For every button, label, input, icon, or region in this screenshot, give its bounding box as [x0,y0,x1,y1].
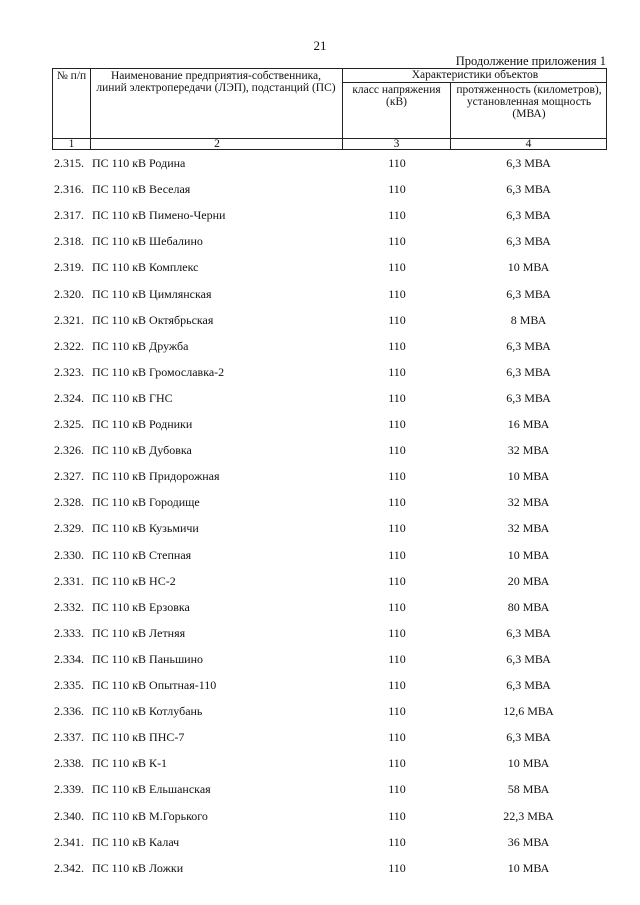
row-capacity: 6,3 МВА [506,286,551,301]
row-number: 2.318. [54,234,84,249]
row-number: 2.331. [54,573,84,588]
table-row [0,517,640,541]
row-name: ПС 110 кВ Громославка-2 [92,364,225,379]
row-name: ПС 110 кВ Городище [92,495,200,510]
table-row [0,152,640,176]
row-name: ПС 110 кВ Родники [92,417,193,431]
row-number: 2.337. [54,730,84,745]
row-name: ПС 110 кВ Шебалино [92,234,203,249]
row-number: 2.326. [54,443,84,458]
row-voltage: 110 [388,338,406,353]
row-capacity: 6,3 МВА [506,678,551,692]
table-row [0,361,640,385]
table-row [0,283,640,307]
table-header [52,68,607,150]
row-number: 2.316. [54,182,84,197]
header-num-1: 1 [68,138,75,150]
row-voltage: 110 [388,156,406,170]
row-voltage: 110 [388,208,406,223]
row-name: ПС 110 кВ Котлубань [92,704,203,719]
row-number: 2.332. [54,599,84,614]
row-name: ПС 110 кВ Кузьмичи [92,521,199,536]
row-capacity: 6,3 МВА [506,625,551,640]
row-number: 2.342. [54,860,84,875]
row-name: ПС 110 кВ Комплекс [92,260,199,275]
table-row [0,778,640,802]
continuation-note: Продолжение приложения 1 [455,54,606,68]
row-voltage: 110 [388,234,406,249]
row-voltage: 110 [388,547,406,562]
row-number: 2.330. [54,547,84,562]
row-capacity: 20 МВА [507,573,550,588]
row-voltage: 110 [388,730,406,745]
header-col-number: № п/п [56,70,87,82]
row-name: ПС 110 кВ Паньшино [92,651,204,666]
row-voltage: 110 [388,860,406,875]
row-capacity: 6,3 МВА [506,338,551,353]
row-voltage: 110 [388,417,406,431]
table-row [0,465,640,489]
table-row [0,857,640,881]
row-number: 2.339. [54,782,84,797]
row-capacity: 6,3 МВА [506,182,551,197]
row-name: ПС 110 кВ Опытная-110 [92,678,217,692]
row-number: 2.317. [54,208,84,223]
row-capacity: 10 МВА [507,756,550,771]
row-capacity: 10 МВА [507,469,550,484]
row-voltage: 110 [388,312,406,327]
table-row [0,622,640,646]
table-row [0,387,640,411]
row-voltage: 110 [388,364,406,379]
row-name: ПС 110 кВ ГНС [92,390,173,405]
row-voltage: 110 [388,808,406,823]
row-name: ПС 110 кВ М.Горького [92,808,208,823]
row-voltage: 110 [388,704,406,719]
row-number: 2.319. [54,260,84,275]
table-row [0,596,640,620]
row-capacity: 6,3 МВА [506,651,551,666]
table-row [0,413,640,437]
table-row [0,491,640,515]
row-number: 2.329. [54,521,84,536]
row-name: ПС 110 кВ Ерзовка [92,599,190,614]
row-number: 2.315. [54,156,84,170]
row-capacity: 22,3 МВА [503,808,554,823]
header-col-voltage: класс напряжения (кВ) [352,84,441,108]
table-row [0,178,640,202]
row-name: ПС 110 кВ Степная [92,547,192,562]
table-row [0,439,640,463]
table-row [0,726,640,750]
row-name: ПС 110 кВ К-1 [92,756,168,771]
row-name: ПС 110 кВ Летняя [92,625,186,640]
row-name: ПС 110 кВ Октябрьская [92,312,214,327]
table-row [0,204,640,228]
table-row [0,700,640,724]
row-voltage: 110 [388,521,406,536]
row-voltage: 110 [388,182,406,197]
row-name: ПС 110 кВ Ельшанская [92,782,211,797]
row-voltage: 110 [388,599,406,614]
row-capacity: 6,3 МВА [506,390,551,405]
header-num-2: 2 [214,138,220,150]
row-capacity: 80 МВА [507,599,550,614]
row-voltage: 110 [388,495,406,510]
header-num-3: 3 [393,138,400,150]
table-row [0,674,640,698]
table-row [0,752,640,776]
row-number: 2.334. [54,651,84,666]
row-voltage: 110 [388,443,406,458]
row-name: ПС 110 кВ Дружба [92,338,189,353]
row-capacity: 32 МВА [507,495,550,510]
table-row [0,309,640,333]
table-row [0,805,640,829]
header-group-characteristics: Характеристики объектов [411,69,539,81]
table-row [0,831,640,855]
row-name: ПС 110 кВ ПНС-7 [92,730,185,745]
row-name: ПС 110 кВ Ложки [92,860,184,875]
row-capacity: 32 МВА [507,443,550,458]
row-capacity: 6,3 МВА [506,156,551,170]
row-name: ПС 110 кВ Цимлянская [92,286,212,301]
row-capacity: 32 МВА [507,521,550,536]
row-name: ПС 110 кВ Дубовка [92,443,192,458]
row-number: 2.341. [54,834,84,849]
row-voltage: 110 [388,260,406,275]
row-number: 2.338. [54,756,84,771]
row-capacity: 6,3 МВА [506,234,551,249]
row-capacity: 10 МВА [507,547,550,562]
row-name: ПС 110 кВ Веселая [92,182,191,197]
header-num-4: 4 [525,138,532,150]
row-capacity: 8 МВА [510,312,547,327]
header-col-capacity: протяженность (километров), установленная мощность (МВА) [456,84,602,120]
row-capacity: 58 МВА [507,782,550,797]
row-capacity: 12,6 МВА [503,704,554,719]
row-voltage: 110 [388,834,406,849]
row-name: ПС 110 кВ Придорожная [92,469,220,484]
row-voltage: 110 [388,625,406,640]
row-number: 2.336. [54,704,84,719]
table-row [0,648,640,672]
table-row [0,335,640,359]
row-number: 2.335. [54,678,84,692]
row-number: 2.333. [54,625,84,640]
row-capacity: 10 МВА [507,260,550,275]
row-voltage: 110 [388,782,406,797]
row-number: 2.340. [54,808,84,823]
header-col-name: Наименование предприятия-собственника, линий электропередачи (ЛЭП), подстанций (ПС) [96,70,336,94]
row-number: 2.322. [54,338,84,353]
table-row [0,256,640,280]
row-number: 2.324. [54,390,84,405]
page-number: 21 [313,38,327,53]
row-capacity: 16 МВА [507,417,550,431]
row-name: ПС 110 кВ Калач [92,834,180,849]
row-capacity: 36 МВА [507,834,550,849]
row-number: 2.325. [54,417,84,431]
row-capacity: 6,3 МВА [506,730,551,745]
row-number: 2.328. [54,495,84,510]
row-number: 2.327. [54,469,84,484]
row-capacity: 10 МВА [507,860,550,875]
row-voltage: 110 [388,678,406,692]
row-capacity: 6,3 МВА [506,208,551,223]
table-row [0,544,640,568]
row-name: ПС 110 кВ НС-2 [92,573,176,588]
row-voltage: 110 [388,469,406,484]
row-voltage: 110 [388,286,406,301]
row-voltage: 110 [388,390,406,405]
row-voltage: 110 [388,756,406,771]
row-name: ПС 110 кВ Родина [92,156,186,170]
row-number: 2.321. [54,312,84,327]
table-row [0,230,640,254]
row-capacity: 6,3 МВА [506,364,551,379]
row-voltage: 110 [388,573,406,588]
row-voltage: 110 [388,651,406,666]
row-name: ПС 110 кВ Пимено-Черни [92,208,226,223]
row-number: 2.320. [54,286,84,301]
table-row [0,570,640,594]
row-number: 2.323. [54,364,84,379]
